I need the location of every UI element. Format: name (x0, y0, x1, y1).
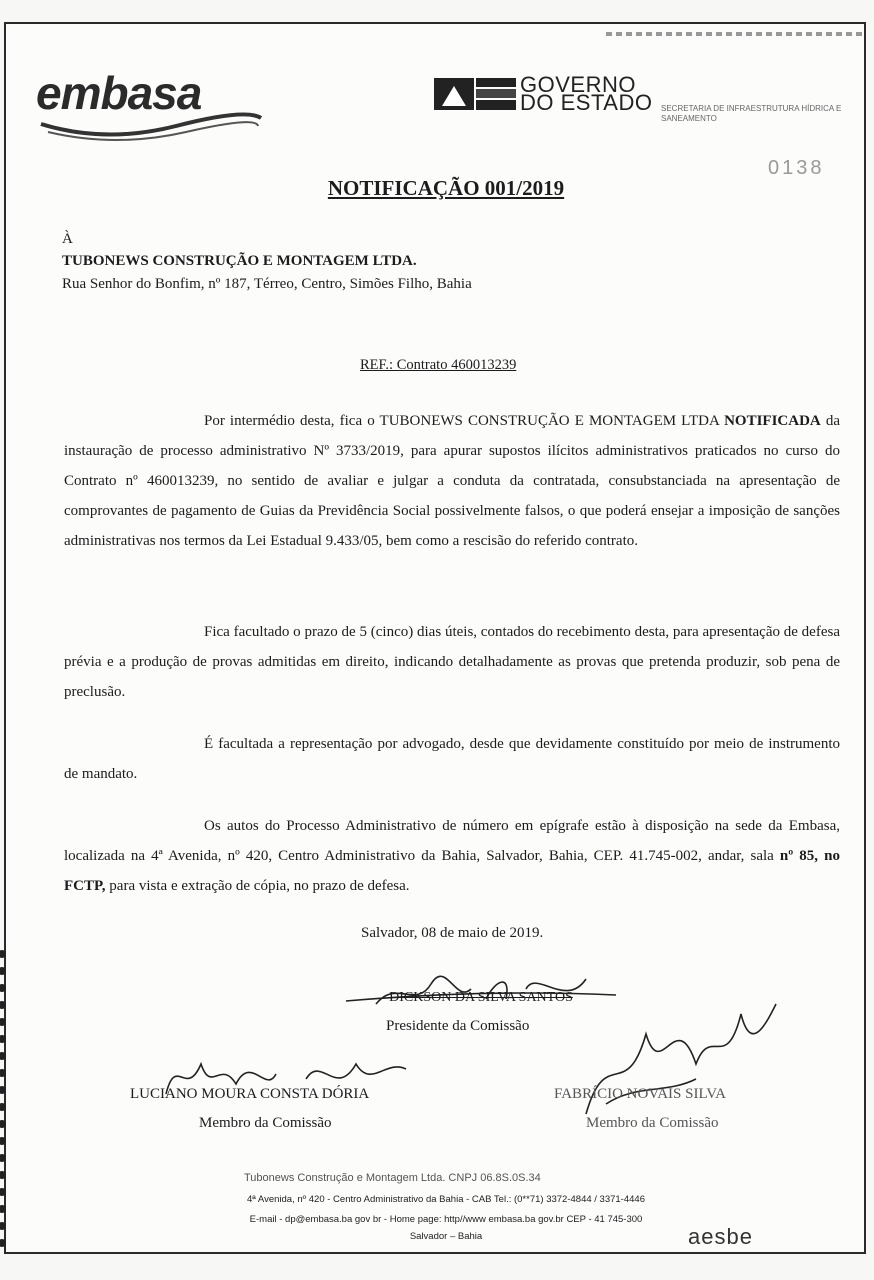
wave-icon (36, 110, 266, 144)
recipient-company: TUBONEWS CONSTRUÇÃO E MONTAGEM LTDA. (62, 253, 417, 269)
paragraph-2 (64, 617, 840, 707)
p1-text-b: da instauração de processo administrativo Nº 3733/2019, para apurar supostos ilícitos administrativos praticados no curso do Contrato nº 460013239, no sentido de avaliar e julgar a conduta da contratada, consubstanciada na apresentação de comprovantes de pagamento de Guias da Previdência Social possivelmente falsos, o que poderá ensejar a imposição de sanções administrativas nos termos da Lei Estadual 9.433/05, bem como a rescisão do referido contrato. (64, 413, 840, 549)
recipient-address: Rua Senhor do Bonfim, nº 187, Térreo, Centro, Simões Filho, Bahia (62, 276, 472, 292)
footer-contact: E-mail - dp@embasa.ba gov br - Home page: http//www embasa.ba gov.br CEP - 41 745-300 (249, 1214, 643, 1225)
p4-text-a: Os autos do Processo Administrativo de número em epígrafe estão à disposição na sede da Embasa, localizada na 4ª Avenida, nº 420, Centro Administrativo da Bahia, Salvador, Bahia, CEP. 41.745-002, andar, sala (64, 818, 840, 864)
member2-signature (566, 984, 786, 1124)
gov-line1: GOVERNO (520, 72, 636, 97)
footer-city: Salvador – Bahia (409, 1231, 483, 1242)
p1-bold: NOTIFICADA (724, 413, 821, 429)
paragraph-4 (64, 811, 840, 901)
paragraph-3 (64, 729, 840, 789)
scan-artifact-line (606, 32, 866, 36)
gov-line2: DO ESTADO (520, 90, 653, 115)
p1-text-a: Por intermédio desta, fica o TUBONEWS CONSTRUÇÃO E MONTAGEM LTDA (204, 413, 719, 429)
member1-name: LUCIANO MOURA CONSTA DÓRIA (130, 1086, 370, 1102)
aesbe-logo: aesbe (688, 1224, 753, 1249)
flag-icon (434, 76, 516, 112)
p4-text-b: para vista e extração de cópia, no prazo de defesa. (105, 878, 410, 894)
embasa-logo (36, 66, 266, 146)
binding-holes (0, 950, 8, 1256)
contract-reference: REF.: Contrato 460013239 (360, 357, 517, 373)
recipient-to: À (62, 231, 73, 247)
member2-role: Membro da Comissão (586, 1115, 719, 1131)
notification-title: NOTIFICAÇÃO 001/2019 (327, 176, 565, 200)
member1-role: Membro da Comissão (199, 1115, 332, 1131)
secretaria-text: SECRETARIA DE INFRAESTRUTURA HÍDRICA E SANEAMENTO (661, 104, 842, 123)
p4-bold: nº 85, no FCTP, (64, 848, 840, 894)
footer-address: 4ª Avenida, nº 420 - Centro Administrativo da Bahia - CAB Tel.: (0**71) 3372-4844 / 3371-4446 (247, 1194, 645, 1205)
president-role: Presidente da Comissão (386, 1018, 530, 1034)
receipt-stamp: Tubonews Construção e Montagem Ltda. CNPJ 06.8S.0S.34 (244, 1172, 541, 1184)
page-number: 0138 (768, 157, 825, 179)
president-name: DICKSON DA SILVA SANTOS (389, 990, 573, 1005)
governo-text (520, 72, 653, 115)
governo-logo (434, 72, 653, 115)
embasa-logo-text: embasa (36, 67, 202, 119)
place-date: Salvador, 08 de maio de 2019. (361, 925, 544, 941)
p2-text: Fica facultado o prazo de 5 (cinco) dias úteis, contados do recebimento desta, para apresentação de defesa prévia e a produção de provas admitidas em direito, indicando detalhadamente as provas que pretenda produzir, sob pena de preclusão. (64, 624, 840, 700)
member2-name: FABRÍCIO NOVAIS SILVA (554, 1086, 726, 1102)
paragraph-1 (64, 406, 840, 556)
p3-text: É facultada a representação por advogado, desde que devidamente constituído por meio de instrumento de mandato. (64, 736, 840, 782)
document-page (4, 22, 866, 1254)
